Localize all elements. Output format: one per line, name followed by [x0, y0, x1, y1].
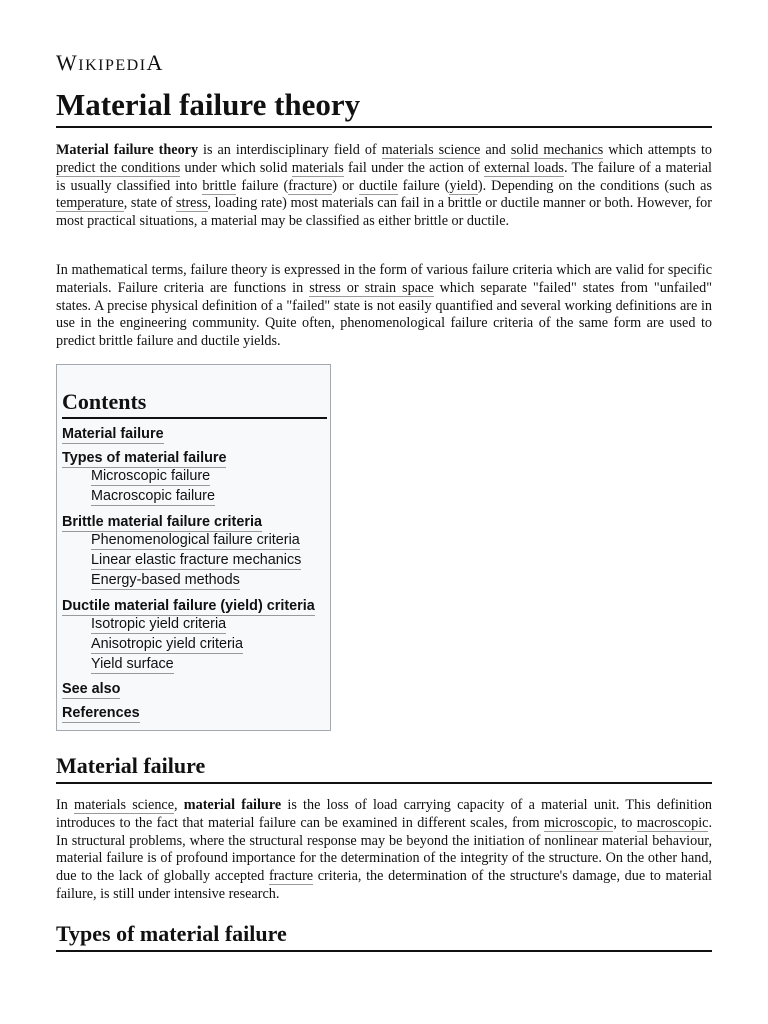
- toc-item[interactable]: Isotropic yield criteria: [91, 616, 227, 632]
- inline-link[interactable]: yield: [449, 177, 478, 194]
- toc-item[interactable]: Brittle material failure criteria: [62, 514, 262, 530]
- inline-link[interactable]: stress or strain space: [309, 279, 434, 296]
- toc-item[interactable]: Yield surface: [91, 656, 174, 672]
- inline-link[interactable]: fracture: [288, 177, 333, 194]
- logo-final: A: [146, 50, 164, 75]
- toc-item[interactable]: Phenomenological failure criteria: [91, 532, 300, 548]
- toc-title: Contents: [62, 389, 327, 419]
- bold-term: Material failure theory: [56, 142, 199, 158]
- wikipedia-logo[interactable]: [56, 50, 164, 76]
- toc-item[interactable]: Energy-based methods: [91, 572, 240, 588]
- intro-paragraph-1: [56, 142, 712, 231]
- text-run: , state of: [123, 195, 176, 212]
- text-run: , loading rate) most materials can fail in a brittle or ductile manner or both. However, for most practical situations, a material may be classified as either brittle or ductile.: [56, 195, 712, 230]
- section-heading-types-of-material-failure: Types of material failure: [56, 920, 712, 952]
- text-run: In mathematical terms, failure theory is expressed in the form of various failure criteria which are valid for specific materials. Failure criteria are functions in: [56, 262, 712, 296]
- text-run: fail under the action of: [343, 159, 485, 176]
- toc-item[interactable]: Anisotropic yield criteria: [91, 636, 243, 652]
- text-run: ) or: [332, 177, 359, 194]
- text-run: , to: [613, 814, 637, 831]
- text-run: ). Depending on the conditions (such as: [477, 177, 712, 194]
- toc-item[interactable]: Types of material failure: [62, 450, 227, 466]
- logo-middle: IKIPEDI: [78, 57, 147, 74]
- inline-link[interactable]: materials science: [74, 797, 175, 813]
- inline-link[interactable]: materials: [291, 159, 344, 176]
- inline-link[interactable]: external loads: [484, 159, 564, 176]
- section-heading-material-failure: Material failure: [56, 752, 712, 784]
- intro-paragraph-2: [56, 262, 712, 351]
- inline-link[interactable]: predict the conditions: [56, 159, 181, 176]
- text-run: . In structural problems, where the structural response may be beyond the initiation of nonlinear material behaviour, material failure is of profound importance for the determination of the integrity of the structure. On the other hand, due to the lack of globally accepted: [56, 814, 712, 885]
- text-run: ,: [174, 797, 184, 813]
- text-run: In: [56, 797, 75, 813]
- text-run: . The failure of a material is usually classified into: [56, 159, 712, 194]
- text-run: which attempts to: [603, 142, 712, 158]
- inline-link[interactable]: brittle: [202, 177, 237, 194]
- text-run: failure (: [236, 177, 289, 194]
- inline-link[interactable]: microscopic: [544, 814, 614, 831]
- text-run: which separate "failed" states from "unfailed" states. A precise physical definition of a "failed" state is not easily quantified and several working definitions are in use in the engineering community. Quite often, phenomenological failure criteria of the same form are used to predict brittle failure and ductile yields.: [56, 279, 712, 350]
- inline-link[interactable]: solid mechanics: [510, 142, 604, 158]
- text-run: under which solid: [180, 159, 292, 176]
- logo-initial: W: [56, 50, 79, 75]
- toc-item[interactable]: Material failure: [62, 426, 164, 442]
- toc-item[interactable]: Macroscopic failure: [91, 488, 215, 504]
- text-run: is the loss of load carrying capacity of a material unit. This definition introduces to the fact that material failure can be examined in different scales, from: [56, 797, 713, 831]
- inline-link[interactable]: temperature: [56, 195, 124, 212]
- table-of-contents: [56, 364, 331, 731]
- toc-item[interactable]: Ductile material failure (yield) criteria: [62, 598, 315, 614]
- section-paragraph-material-failure: [56, 797, 712, 904]
- toc-item[interactable]: See also: [62, 681, 121, 697]
- text-run: is an interdisciplinary field of: [198, 142, 382, 158]
- toc-item[interactable]: Microscopic failure: [91, 468, 211, 484]
- text-run: failure (: [397, 177, 450, 194]
- page-title: Material failure theory: [56, 86, 712, 128]
- toc-item[interactable]: Linear elastic fracture mechanics: [91, 552, 302, 568]
- inline-link[interactable]: macroscopic: [636, 814, 709, 831]
- bold-term: material failure: [183, 797, 282, 813]
- text-run: and: [480, 142, 511, 158]
- inline-link[interactable]: ductile: [358, 177, 398, 194]
- text-run: criteria, the determination of the structure's damage, due to material failure, is still under intensive research.: [56, 868, 712, 902]
- inline-link[interactable]: stress: [175, 195, 208, 212]
- toc-item[interactable]: References: [62, 705, 140, 721]
- inline-link[interactable]: materials science: [381, 142, 481, 158]
- inline-link[interactable]: fracture: [268, 868, 314, 885]
